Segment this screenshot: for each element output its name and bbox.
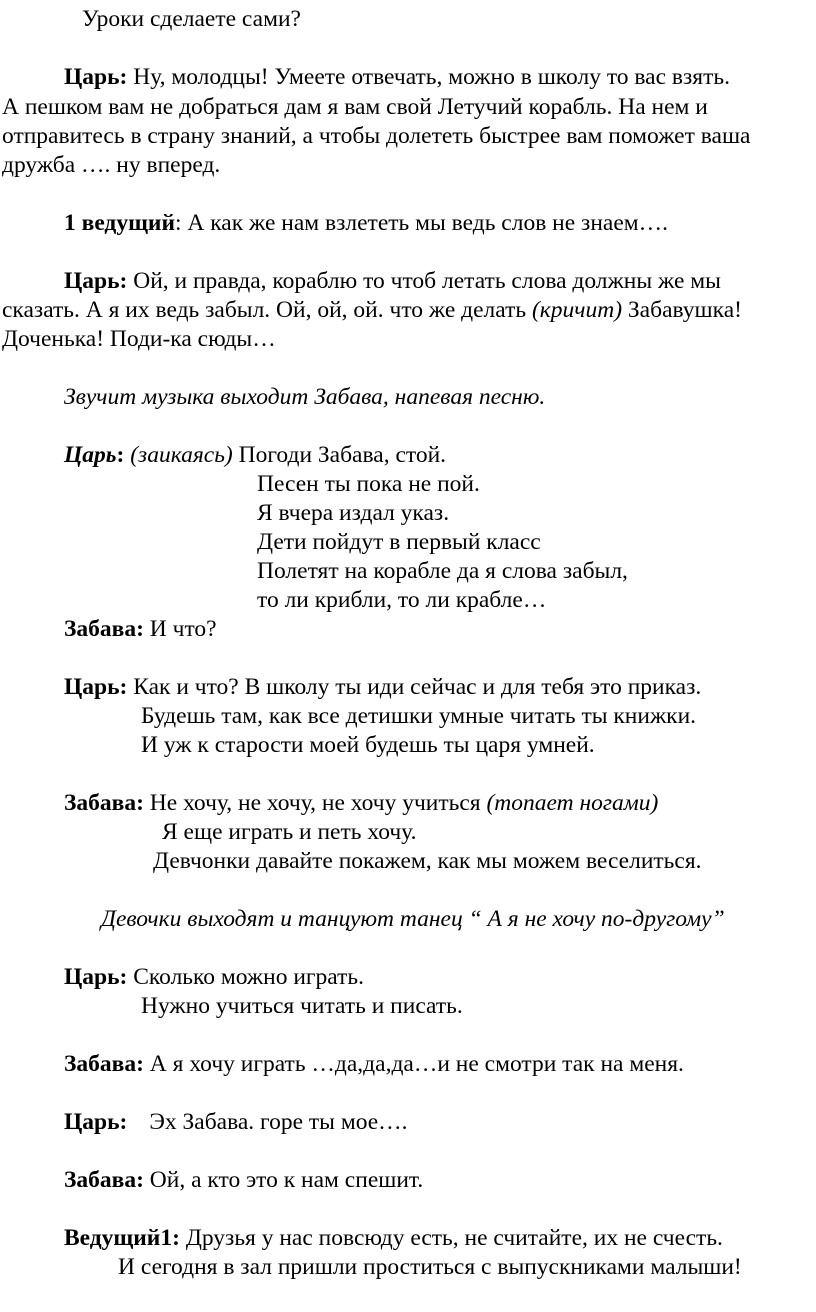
verse-line: Дети пойдут в первый класс <box>257 529 541 555</box>
stage-direction: (кричит) <box>531 297 623 323</box>
speaker-label: Забава: <box>64 1167 144 1193</box>
verse-line: И сегодня в зал пришли проститься с выпускниками малыши! <box>118 1254 742 1280</box>
verse-line: Девчонки давайте покажем, как мы можем веселиться. <box>153 848 702 874</box>
speaker-label: Царь: <box>64 964 128 990</box>
speaker-line: Царь: (заикаясь) Погоди Забава, стой. <box>64 442 447 468</box>
speaker-line: Царь: Ой, и правда, кораблю то чтоб летать слова должны же мы <box>64 268 721 294</box>
speaker-label: Царь: <box>64 442 125 468</box>
speaker-line: Царь: Сколько можно играть. <box>64 964 364 990</box>
text-line: Доченька! Поди-ка сюды… <box>2 326 276 352</box>
speaker-label: Ведущий1: <box>64 1225 180 1251</box>
speaker-line: Царь: Как и что? В школу ты иди сейчас и для тебя это приказ. <box>64 674 702 700</box>
verse-line: Нужно учиться читать и писать. <box>141 993 463 1019</box>
speaker-label: Царь: <box>64 1109 128 1135</box>
stage-direction: Звучит музыка выходит Забава, напевая песню. <box>64 384 546 410</box>
speaker-line: 1 ведущий: А как же нам взлететь мы ведь слов не знаем…. <box>64 210 669 236</box>
verse-line: Я вчера издал указ. <box>257 500 450 526</box>
stage-direction: (заикаясь) <box>130 442 233 468</box>
verse-line: Песен ты пока не пой. <box>257 471 480 497</box>
speaker-line: Забава: Ой, а кто это к нам спешит. <box>64 1167 424 1193</box>
text-line: дружба …. ну вперед. <box>2 152 221 178</box>
speaker-line: Ведущий1: Друзья у нас повсюду есть, не считайте, их не счесть. <box>64 1225 723 1251</box>
text-line: сказать. А я их ведь забыл. Ой, ой, ой. что же делать (кричит) Забавушка! <box>2 297 742 323</box>
speaker-line: Забава: И что? <box>64 616 217 642</box>
speaker-line: Царь: Ну, молодцы! Умеете отвечать, можно в школу то вас взять. <box>64 64 730 90</box>
speaker-label: Забава: <box>64 790 144 816</box>
speaker-label: Царь: <box>64 64 128 90</box>
speaker-line: Забава: А я хочу играть …да,да,да…и не смотри так на меня. <box>64 1051 684 1077</box>
speaker-line: Забава: Не хочу, не хочу, не хочу учиться (топает ногами) <box>64 790 659 816</box>
text-line: отправитесь в страну знаний, а чтобы долететь быстрее вам поможет ваша <box>2 123 751 149</box>
text-line: А пешком вам не добраться дам я вам свой Летучий корабль. На нем и <box>2 94 708 120</box>
speaker-label: 1 ведущий <box>64 210 175 236</box>
verse-line: Будешь там, как все детишки умные читать ты книжки. <box>141 703 697 729</box>
verse-line: И уж к старости моей будешь ты царя умней. <box>141 732 595 758</box>
stage-direction: (топает ногами) <box>486 790 659 816</box>
speaker-line: Царь: Эх Забава. горе ты мое…. <box>64 1109 408 1135</box>
text-line: Уроки сделаете сами? <box>82 6 301 32</box>
speaker-label: Царь: <box>64 674 128 700</box>
speaker-label: Забава: <box>64 616 144 642</box>
speaker-label: Царь: <box>64 268 128 294</box>
speaker-label: Забава: <box>64 1051 144 1077</box>
verse-line: то ли крибли, то ли крабле… <box>257 587 547 613</box>
stage-direction: Девочки выходят и танцуют танец “ А я не хочу по-другому” <box>101 906 725 932</box>
verse-line: Я еще играть и петь хочу. <box>162 819 417 845</box>
verse-line: Полетят на корабле да я слова забыл, <box>257 558 628 584</box>
